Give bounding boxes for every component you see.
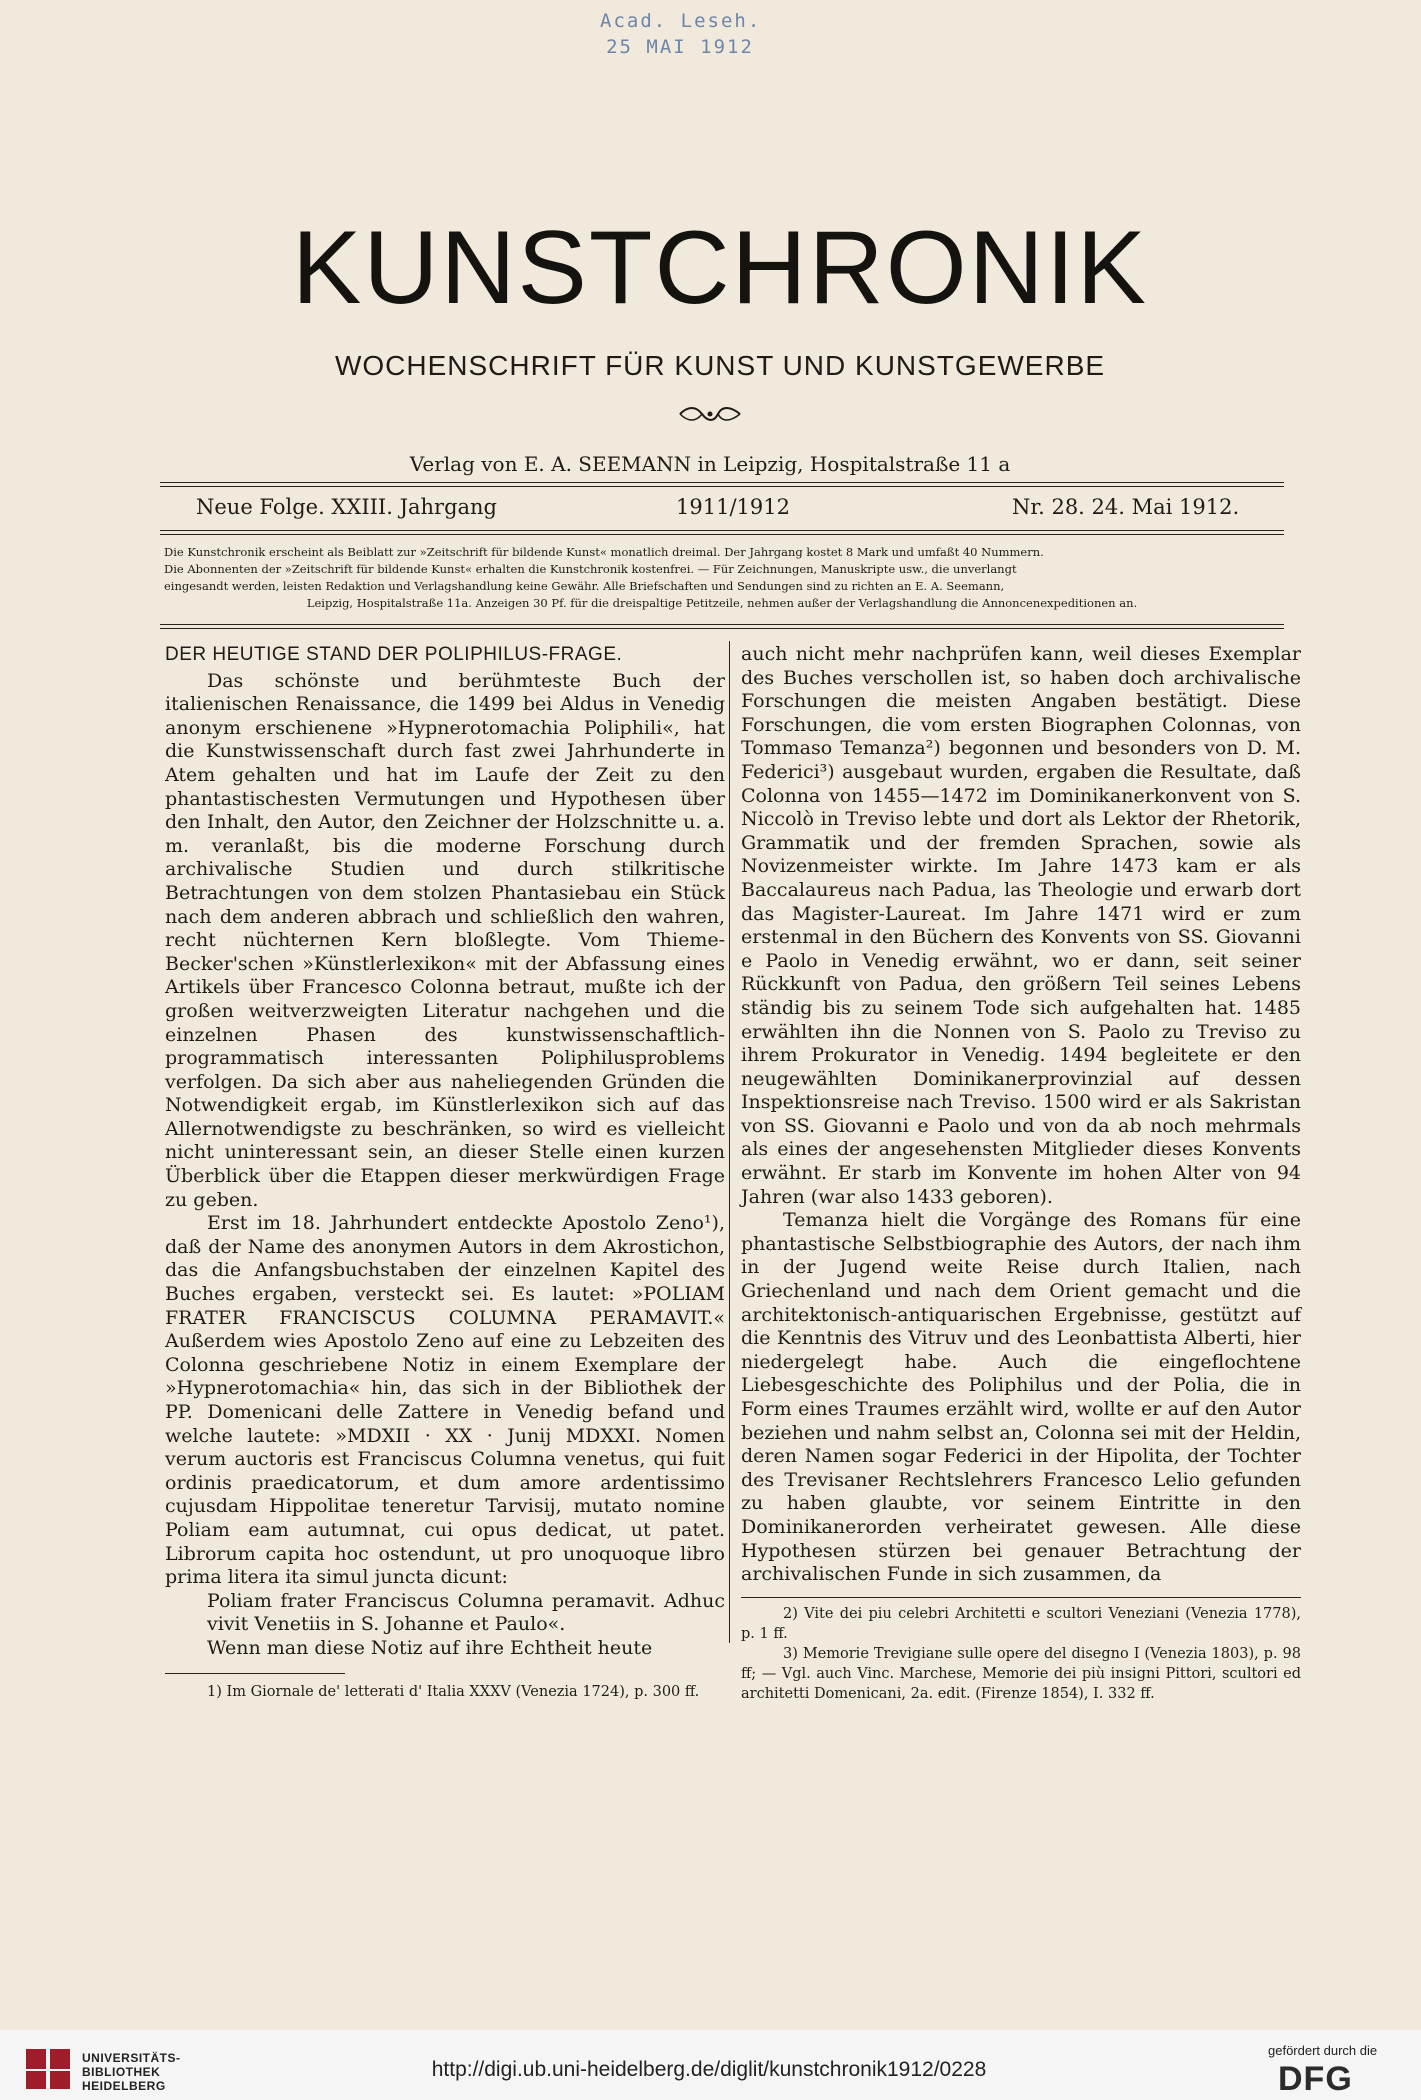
article-paragraph: Temanza hielt die Vorgänge des Romans für eine phantastische Selbstbiographie des Autors, der nach ihm in der Jugend weite Reise durch Italien, nach Griechenland und nach dem Orient gemacht und die architektonisch-antiquarischen Ergebnisse, gestützt auf die Kenntnis des Vitruv und des Leonbattista Alberti, hier niedergelegt habe. Auch die eingeflochtene Liebesgeschichte des Poliphilus und der Polia, die in Form eines Traumes erzählt wird, wollte er auf den Autor beziehen und nahm selbst an, Colonna sei mit der Heldin, deren Namen sogar Federici in der Hipolita, der Tochter des Trevisaner Rechtslehrers Francesco Lelio gefunden zu haben glaubte, vor seinem Eintritte in den Dominikanerorden verheiratet gewesen. Alle diese Hypothesen stürzen bei genauer Betrachtung der archivalischen Funde in sich zusammen, da bbox=[741, 1209, 1301, 1586]
notice-line: Leipzig, Hospitalstraße 11a. Anzeigen 30 Pf. für die dreispaltige Petitzeile, nehmen außer der Verlagshandlung die Annoncenexpeditionen an. bbox=[306, 596, 1138, 610]
footnote-rule bbox=[741, 1597, 1301, 1598]
header-rule-top bbox=[160, 482, 1284, 483]
article-quote: Poliam frater Franciscus Columna peramavit. Adhuc vivit Venetiis in S. Johanne et Paulo«. bbox=[207, 1589, 725, 1636]
library-stamp bbox=[600, 8, 760, 60]
library-name-line: BIBLIOTHEK bbox=[82, 2065, 161, 2079]
publisher-line: Verlag von E. A. SEEMANN in Leipzig, Hospitalstraße 11 a bbox=[409, 452, 1011, 476]
article-paragraph: Das schönste und berühmteste Buch der italienischen Renaissance, die 1499 bei Aldus in Venedig anonym erschienene »Hypnerotomachia Poliphili«, hat die Kunstwissenschaft durch fast zwei Jahrhunderte in Atem gehalten und hat im Laufe der Zeit zu den phantastischesten Vermutungen und Hypothesen über den Inhalt, den Autor, den Zeichner der Holzschnitte u. a. m. veranlaßt, bis die moderne Forschung durch archivalische Studien und durch stilkritische Betrachtungen von dem stolzen Phantasiebau ein Stück nach dem anderen abbrach und schließlich den wahren, recht nüchternen Kern bloßlegte. Vom Thieme-Becker'schen »Künstlerlexikon« mit der Abfassung eines Artikels über Francesco Colonna betraut, mußte ich der großen weitverzweigten Literatur nachgehen und die einzelnen Phasen des kunstwissenschaftlich-programmatisch interessanten Poliphilusproblems verfolgen. Da sich aber aus naheliegenden Gründen die Notwendigkeit ergab, im Künstlerlexikon sich auf das Allernotwendigste zu beschränken, so wird es vielleicht nicht uninteressant sein, an dieser Stelle einen kurzen Überblick über die Etappen dieser merkwürdigen Frage zu geben. bbox=[165, 669, 725, 1211]
footnote: 2) Vite dei piu celebri Architetti e scultori Veneziani (Venezia 1778), p. 1 ff. bbox=[741, 1605, 1301, 1642]
source-url-link[interactable]: http://digi.ub.uni-heidelberg.de/diglit/kunstchronik1912/0228 bbox=[431, 2058, 987, 2081]
notice-rule bbox=[160, 624, 1284, 625]
article-paragraph: Wenn man diese Notiz auf ihre Echtheit heute bbox=[207, 1636, 653, 1659]
article-left-column bbox=[165, 643, 725, 1702]
university-library-name bbox=[82, 2051, 181, 2093]
footnote-rule bbox=[165, 1673, 345, 1674]
masthead-title: KUNSTCHRONIK bbox=[291, 210, 1149, 326]
issue-rule-double bbox=[160, 534, 1284, 535]
article-paragraph: Erst im 18. Jahrhundert entdeckte Apostolo Zeno¹), daß der Name des anonymen Autors in dem Akrostichon, das die Anfangsbuchstaben der einzelnen Kapitel des Buches ergaben, versteckt sei. Es lautet: »POLIAM FRATER FRANCISCUS COLUMNA PERAMAVIT.« Außerdem wies Apostolo Zeno auf eine zu Lebzeiten des Colonna geschriebene Notiz in einem Exemplare der »Hypnerotomachia« hin, das sich in der Bibliothek der PP. Domenicani delle Zattere in Venedig befand und welche lautete: »MDXII · XX · Junij MDXXI. Nomen verum auctoris est Franciscus Columna venetus, qui fuit ordinis praedicatorum, et dum amore ardentissimo cujusdam Hippolitae teneretur Tarvisij, mutato nomine Poliam eam autumnat, cui opus dedicat, ut patet. Librorum capita hoc ostendunt, ut pro unoquoque libro prima litera ita simul juncta dicunt: bbox=[165, 1212, 725, 1589]
dfg-logo: DFG bbox=[1278, 2060, 1353, 2098]
subscription-notice bbox=[164, 544, 1280, 612]
column-divider bbox=[729, 641, 730, 1643]
ornament-icon bbox=[678, 403, 742, 425]
header-rule-top-double bbox=[160, 486, 1284, 487]
notice-line: Die Abonnenten der »Zeitschrift für bildende Kunst« erhalten die Kunstchronik kostenfrei. — Für Zeichnungen, Manuskripte usw., die unverlangt bbox=[164, 562, 1017, 576]
issue-number-date: Nr. 28. 24. Mai 1912. bbox=[1012, 495, 1240, 519]
issue-rule bbox=[160, 530, 1284, 531]
notice-line: eingesandt werden, leisten Redaktion und Verlagshandlung keine Gewähr. Alle Briefschaften und Sendungen sind zu richten an E. A. Seemann, bbox=[164, 579, 1005, 593]
article-right-column bbox=[741, 643, 1301, 1704]
funded-by-label: gefördert durch die bbox=[1268, 2043, 1378, 2058]
university-library-logo-icon bbox=[24, 2047, 74, 2091]
footnote: 1) Im Giornale de' letterati d' Italia XXXV (Venezia 1724), p. 300 ff. bbox=[207, 1683, 700, 1700]
stamp-line-2: 25 MAI 1912 bbox=[606, 36, 754, 58]
article-heading: DER HEUTIGE STAND DER POLIPHILUS-FRAGE. bbox=[165, 644, 623, 665]
library-name-line: UNIVERSITÄTS- bbox=[82, 2051, 181, 2065]
notice-line: Die Kunstchronik erscheint als Beiblatt zur »Zeitschrift für bildende Kunst« monatlich dreimal. Der Jahrgang kostet 8 Mark und umfaßt 40 Nummern. bbox=[164, 545, 1044, 559]
notice-rule-double bbox=[160, 628, 1284, 629]
volume-year: 1911/1912 bbox=[676, 495, 790, 519]
article-paragraph: auch nicht mehr nachprüfen kann, weil dieses Exemplar des Buches verschollen ist, so haben doch archivalische Forschungen die meisten Angaben bestätigt. Diese Forschungen, die vom ersten Biographen Colonnas, von Tommaso Temanza²) begonnen und besonders von D. M. Federici³) ausgebaut wurden, ergaben die Resultate, daß Colonna von 1455—1472 im Dominikanerkonvent von S. Niccolò in Treviso lebte und dort als Lektor der Rhetorik, Grammatik und der fremden Sprachen, sowie als Novizenmeister wirkte. Im Jahre 1473 kam er als Baccalaureus nach Padua, las Theologie und erwarb dort das Magister-Laureat. Im Jahre 1471 wird er zum erstenmal in den Büchern des Konvents von SS. Giovanni e Paolo in Venedig erwähnt, wo er dann, seit seiner Rückkunft von Padua, den größern Teil seines Lebens ständig bis zu seinem Tode sich aufgehalten hat. 1485 erwählten ihn die Nonnen von S. Paolo zu Treviso zu ihrem Prokurator in Venedig. 1494 begleitete er den neugewählten Dominikanerprovinzial auf dessen Inspektionsreise nach Treviso. 1500 wird er als Sakristan von SS. Giovanni e Paolo und von da ab noch mehrmals als eines der angesehensten Mitglieder dieses Konvents erwähnt. Er starb im Konvente im hohen Alter von 94 Jahren (war also 1433 geboren). bbox=[741, 643, 1301, 1208]
masthead-subtitle: WOCHENSCHRIFT FÜR KUNST UND KUNSTGEWERBE bbox=[334, 350, 1106, 381]
library-name-line: HEIDELBERG bbox=[82, 2079, 166, 2093]
footnote: 3) Memorie Trevigiane sulle opere del disegno I (Venezia 1803), p. 98 ff; — Vgl. auch Vinc. Marchese, Memorie dei più insigni Pittori, scultori ed architetti Domenicani, 2a. edit. (Firenze 1854), I. 332 ff. bbox=[741, 1645, 1301, 1702]
stamp-line-1: Acad. Leseh. bbox=[600, 10, 762, 32]
series-label: Neue Folge. XXIII. Jahrgang bbox=[196, 495, 498, 519]
